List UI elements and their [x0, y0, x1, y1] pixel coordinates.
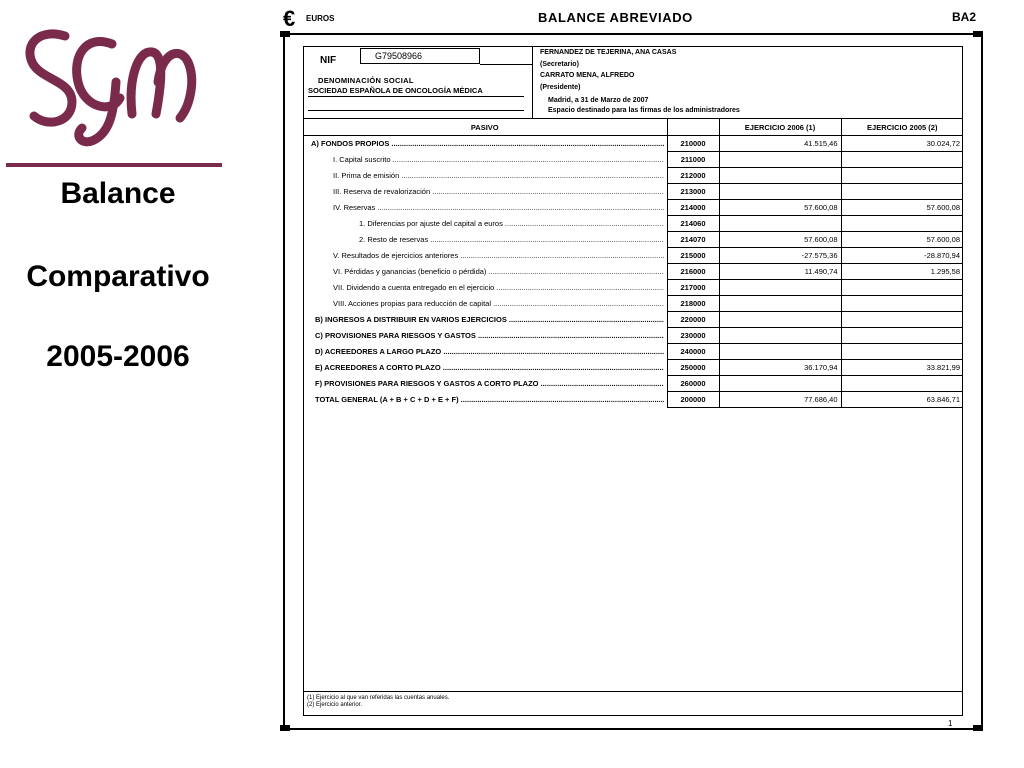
row-label-text: 2. Resto de reservas ..... — [359, 235, 664, 244]
row-label — [303, 152, 667, 168]
table-row — [303, 360, 963, 376]
notes-divider — [303, 691, 963, 692]
row-value-2005 — [841, 376, 963, 392]
nif-underline — [480, 64, 532, 65]
denominacion-label: DENOMINACIÓN SOCIAL — [318, 76, 414, 85]
row-label-text: III. Reserva de revalorización ..... — [333, 187, 664, 196]
row-value-2005 — [841, 312, 963, 328]
currency-label: EUROS — [306, 14, 335, 23]
footnote: (1) Ejercicio al que van referidas las cuentas anuales. — [307, 695, 450, 701]
row-label-text: D) ACREEDORES A LARGO PLAZO ..... — [315, 347, 664, 356]
row-label-text: B) INGRESOS A DISTRIBUIR EN VARIOS EJERCICIOS ..... — [315, 315, 664, 324]
table-row — [303, 376, 963, 392]
row-label — [303, 360, 667, 376]
corner-mark — [280, 31, 290, 37]
row-value-2006: 77.686,40 — [719, 392, 841, 408]
header-pasivo: PASIVO — [303, 119, 667, 136]
denominacion-underline — [308, 110, 524, 111]
row-label-text: A) FONDOS PROPIOS ..... — [311, 139, 664, 148]
table-row — [303, 136, 963, 152]
row-value-2006: 41.515,46 — [719, 136, 841, 152]
table-row — [303, 392, 963, 408]
euro-icon: € — [283, 6, 296, 31]
row-label — [303, 344, 667, 360]
signer-role: (Secretario) — [540, 61, 579, 68]
table-row — [303, 312, 963, 328]
signer-role: (Presidente) — [540, 84, 581, 91]
row-value-2005: 33.821,99 — [841, 360, 963, 376]
row-label-text: VII. Dividendo a cuenta entregado en el ejercicio ..... — [333, 283, 664, 292]
row-value-2005: 57.600,08 — [841, 232, 963, 248]
row-value-2006 — [719, 328, 841, 344]
row-value-2005: 1.295,58 — [841, 264, 963, 280]
row-label — [303, 264, 667, 280]
row-code: 210000 — [667, 136, 719, 152]
row-code: 214070 — [667, 232, 719, 248]
row-label — [303, 184, 667, 200]
row-label-text: TOTAL GENERAL (A + B + C + D + E + F) ..... — [315, 395, 664, 404]
row-code: 213000 — [667, 184, 719, 200]
row-label — [303, 216, 667, 232]
signer-name: FERNANDEZ DE TEJERINA, ANA CASAS — [540, 49, 677, 56]
table-row — [303, 280, 963, 296]
page-number: 1 — [948, 719, 953, 728]
row-value-2006 — [719, 344, 841, 360]
row-code: 217000 — [667, 280, 719, 296]
row-value-2006 — [719, 376, 841, 392]
row-value-2005: 63.846,71 — [841, 392, 963, 408]
row-value-2006: 57.600,08 — [719, 232, 841, 248]
row-value-2005 — [841, 328, 963, 344]
balance-table — [303, 118, 963, 408]
row-code: 214060 — [667, 216, 719, 232]
table-row — [303, 248, 963, 264]
row-label — [303, 312, 667, 328]
row-label-text: F) PROVISIONES PARA RIESGOS Y GASTOS A CORTO PLAZO ..... — [315, 379, 664, 388]
row-label — [303, 376, 667, 392]
row-label-text: E) ACREEDORES A CORTO PLAZO ..... — [315, 363, 664, 372]
row-label-text: V. Resultados de ejercicios anteriores ..... — [333, 251, 664, 260]
row-label — [303, 248, 667, 264]
row-value-2006 — [719, 280, 841, 296]
side-title-balance: Balance — [60, 177, 176, 210]
row-code: 240000 — [667, 344, 719, 360]
form-title: BALANCE ABREVIADO — [538, 10, 693, 25]
row-value-2005 — [841, 344, 963, 360]
table-row — [303, 296, 963, 312]
signer-name: CARRATO MENA, ALFREDO — [540, 72, 635, 79]
sgon-logo-icon — [20, 22, 205, 152]
row-value-2006 — [719, 296, 841, 312]
row-label-text: VI. Pérdidas y ganancias (beneficio o pérdida) ..... — [333, 267, 664, 276]
row-code: 211000 — [667, 152, 719, 168]
table-row — [303, 168, 963, 184]
row-label-text: 1. Diferencias por ajuste del capital a euros ..... — [359, 219, 664, 228]
row-value-2006 — [719, 152, 841, 168]
corner-mark — [280, 725, 290, 731]
row-label — [303, 200, 667, 216]
denominacion-underline — [308, 96, 524, 97]
table-row — [303, 328, 963, 344]
header-code — [667, 119, 719, 136]
row-label — [303, 296, 667, 312]
row-value-2005 — [841, 216, 963, 232]
header-2005: EJERCICIO 2005 (2) — [841, 119, 963, 136]
header-divider — [532, 46, 533, 118]
row-value-2006: 57.600,08 — [719, 200, 841, 216]
place-date: Madrid, a 31 de Marzo de 2007 — [548, 97, 649, 104]
corner-mark — [973, 725, 983, 731]
table-row — [303, 184, 963, 200]
row-value-2005: -28.870,94 — [841, 248, 963, 264]
row-value-2005: 57.600,08 — [841, 200, 963, 216]
row-code: 212000 — [667, 168, 719, 184]
header-2006: EJERCICIO 2006 (1) — [719, 119, 841, 136]
row-label — [303, 168, 667, 184]
row-code: 250000 — [667, 360, 719, 376]
row-label-text: VIII. Acciones propias para reducción de capital ..... — [333, 299, 664, 308]
row-label — [303, 328, 667, 344]
corner-mark — [973, 31, 983, 37]
row-value-2005 — [841, 184, 963, 200]
row-value-2005 — [841, 296, 963, 312]
row-value-2005 — [841, 168, 963, 184]
row-code: 220000 — [667, 312, 719, 328]
table-row — [303, 232, 963, 248]
row-code: 200000 — [667, 392, 719, 408]
row-value-2006: 11.490,74 — [719, 264, 841, 280]
row-label — [303, 232, 667, 248]
table-row — [303, 200, 963, 216]
row-label-text: C) PROVISIONES PARA RIESGOS Y GASTOS ..... — [315, 331, 664, 340]
signature-note: Espacio destinado para las firmas de los administradores — [548, 107, 740, 114]
row-label-text: I. Capital suscrito ..... — [333, 155, 664, 164]
row-code: 216000 — [667, 264, 719, 280]
row-label — [303, 136, 667, 152]
denominacion-value: SOCIEDAD ESPAÑOLA DE ONCOLOGÍA MÉDICA — [308, 86, 483, 95]
row-code: 215000 — [667, 248, 719, 264]
row-value-2006 — [719, 312, 841, 328]
row-value-2005 — [841, 152, 963, 168]
row-value-2006: 36.170,94 — [719, 360, 841, 376]
row-value-2006: -27.575,36 — [719, 248, 841, 264]
row-label — [303, 280, 667, 296]
row-label-text: II. Prima de emisión ..... — [333, 171, 664, 180]
table-header-row — [303, 119, 963, 136]
table-row — [303, 264, 963, 280]
logo-divider — [6, 163, 222, 167]
footnote: (2) Ejercicio anterior. — [307, 702, 363, 708]
row-label — [303, 392, 667, 408]
table-row — [303, 344, 963, 360]
form-code: BA2 — [952, 10, 977, 24]
footnotes — [307, 695, 449, 709]
side-title-comparativo: Comparativo — [26, 260, 210, 293]
row-code: 230000 — [667, 328, 719, 344]
nif-value: G79508966 — [360, 48, 480, 64]
row-label-text: IV. Reservas ..... — [333, 203, 664, 212]
row-code: 214000 — [667, 200, 719, 216]
row-code: 218000 — [667, 296, 719, 312]
row-value-2006 — [719, 184, 841, 200]
table-row — [303, 152, 963, 168]
nif-label: NIF — [320, 55, 337, 66]
side-title-years: 2005-2006 — [46, 340, 190, 373]
row-value-2005 — [841, 280, 963, 296]
row-value-2005: 30.024,72 — [841, 136, 963, 152]
row-value-2006 — [719, 168, 841, 184]
table-row — [303, 216, 963, 232]
row-value-2006 — [719, 216, 841, 232]
row-code: 260000 — [667, 376, 719, 392]
